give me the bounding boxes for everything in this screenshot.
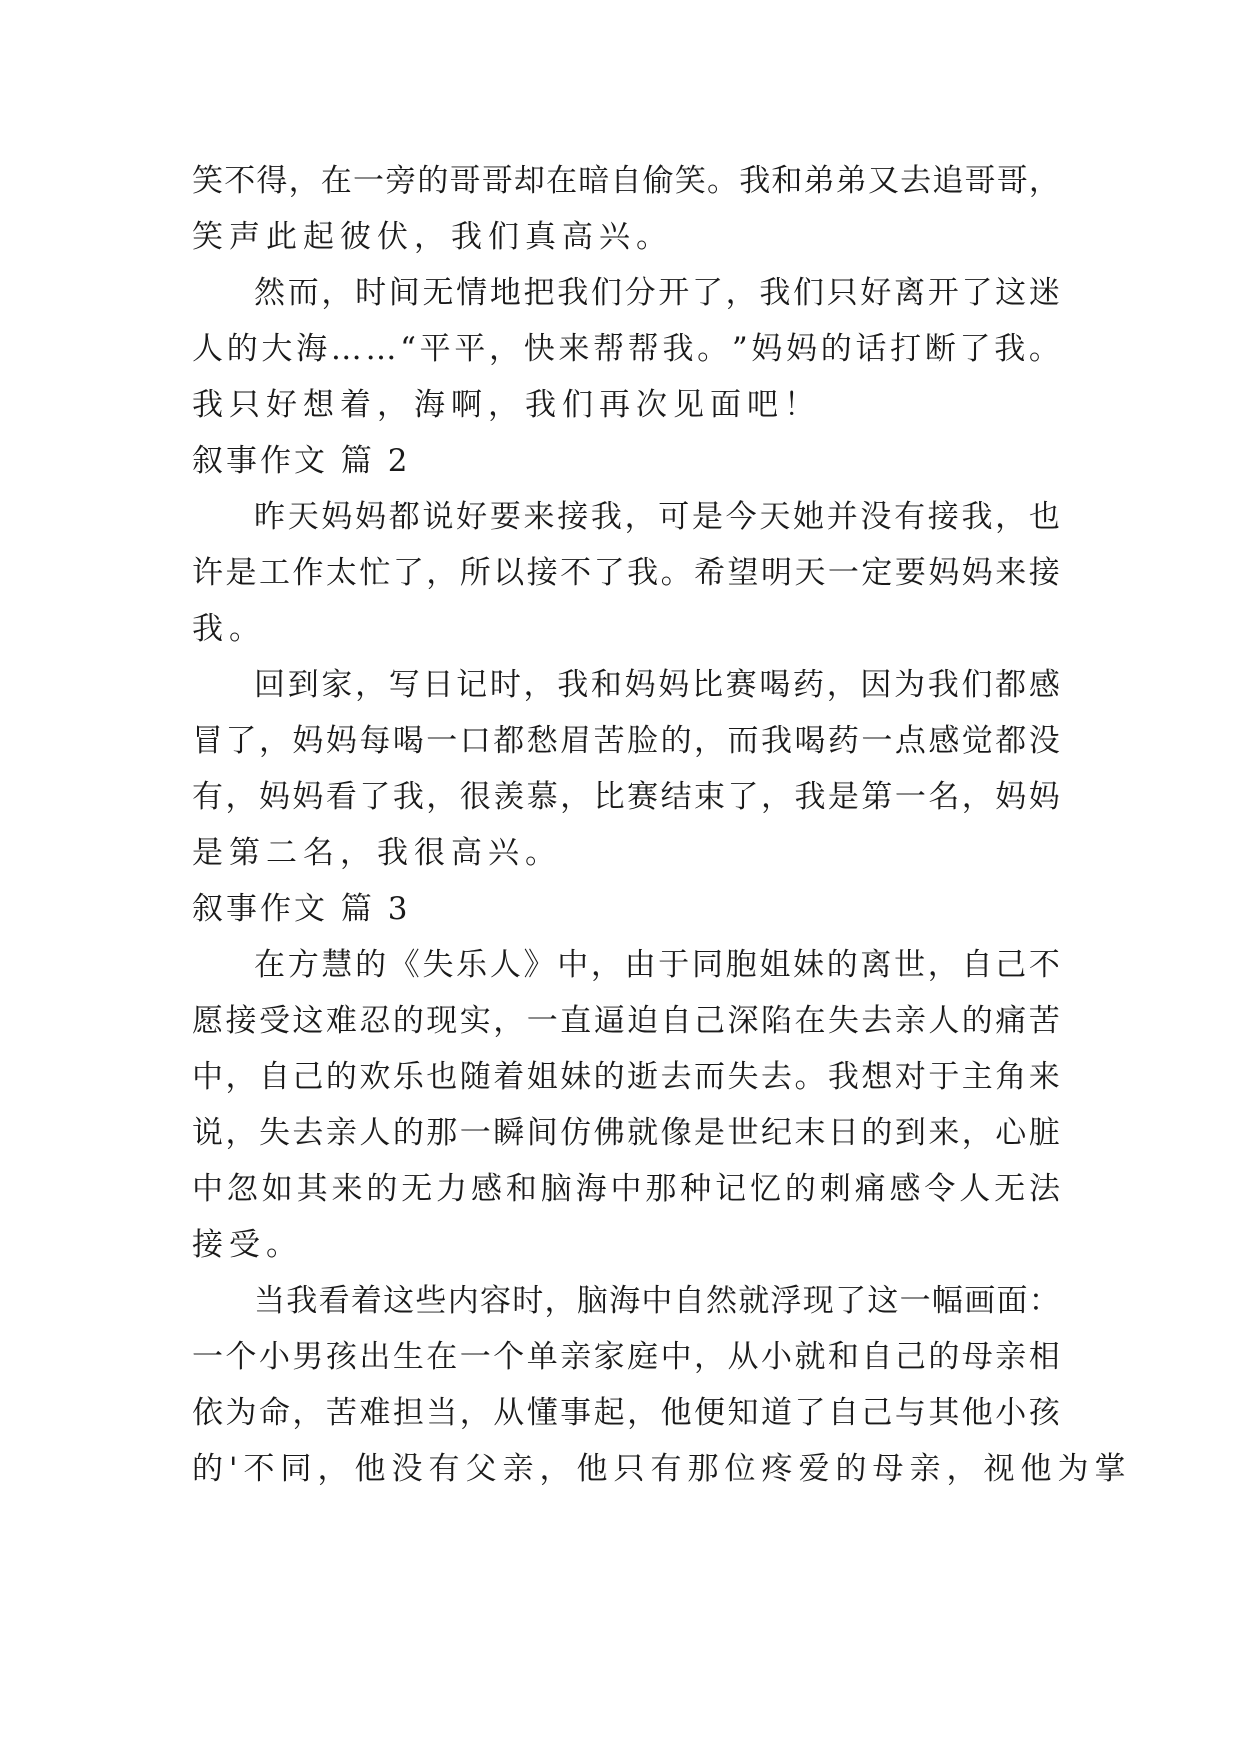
- text-line: 依 为 命 ， 苦 难 担 当 ， 从 懂 事 起 ， 他 便 知 道 了 自 己 与 其 他 小 孩: [192, 1395, 1060, 1431]
- text-line: 我。: [192, 611, 266, 647]
- paragraph: [192, 265, 1060, 433]
- text-line: 在 方 慧 的 《 失 乐 人 》 中 ， 由 于 同 胞 姐 妹 的 离 世 ， 自 己 不: [254, 947, 1060, 983]
- text-line: 当 我 看 着 这 些 内 容 时 ， 脑 海 中 自 然 就 浮 现 了 这 一 幅 画 面 ：: [254, 1283, 1060, 1319]
- paragraph: [192, 937, 1060, 1273]
- text-line: 是第二名，我很高兴。: [192, 835, 562, 871]
- text-line: 许 是 工 作 太 忙 了 ， 所 以 接 不 了 我 。 希 望 明 天 一 定 要 妈 妈 来 接: [192, 555, 1060, 591]
- text-line: 中 忽 如 其 来 的 无 力 感 和 脑 海 中 那 种 记 忆 的 刺 痛 感 令 人 无 法: [192, 1171, 1060, 1207]
- paragraph: [192, 1273, 1132, 1497]
- document-page: [192, 153, 1132, 1497]
- text-line: 愿 接 受 这 难 忍 的 现 实 ， 一 直 逼 迫 自 己 深 陷 在 失 去 亲 人 的 痛 苦: [192, 1003, 1060, 1039]
- heading-text: 叙事作文 篇 3: [192, 891, 411, 927]
- section-heading: [192, 433, 1060, 489]
- paragraph: [192, 657, 1060, 881]
- text-line: 接受。: [192, 1227, 303, 1263]
- text-line: 一 个 小 男 孩 出 生 在 一 个 单 亲 家 庭 中 ， 从 小 就 和 自 己 的 母 亲 相: [192, 1339, 1060, 1375]
- text-line: 冒 了 ， 妈 妈 每 喝 一 口 都 愁 眉 苦 脸 的 ， 而 我 喝 药 一 点 感 觉 都 没: [192, 723, 1060, 759]
- heading-text: 叙事作文 篇 2: [192, 443, 411, 479]
- paragraph: [192, 489, 1060, 657]
- text-line: 我只好想着，海啊，我们再次见面吧！: [192, 387, 821, 423]
- text-line: 回 到 家 ， 写 日 记 时 ， 我 和 妈 妈 比 赛 喝 药 ， 因 为 我 们 都 感: [254, 667, 1060, 703]
- text-line: 中 ， 自 己 的 欢 乐 也 随 着 姐 妹 的 逝 去 而 失 去 。 我 想 对 于 主 角 来: [192, 1059, 1060, 1095]
- text-line: 笑 不 得 ， 在 一 旁 的 哥 哥 却 在 暗 自 偷 笑 。 我 和 弟 弟 又 去 追 哥 哥 ，: [192, 163, 1060, 199]
- paragraph: [192, 153, 1060, 265]
- text-line: 说 ， 失 去 亲 人 的 那 一 瞬 间 仿 佛 就 像 是 世 纪 末 日 的 到 来 ， 心 脏: [192, 1115, 1060, 1151]
- text-line: 然 而 ， 时 间 无 情 地 把 我 们 分 开 了 ， 我 们 只 好 离 开 了 这 迷: [254, 275, 1060, 311]
- text-line: 昨 天 妈 妈 都 说 好 要 来 接 我 ， 可 是 今 天 她 并 没 有 接 我 ， 也: [254, 499, 1060, 535]
- text-line: 有 ， 妈 妈 看 了 我 ， 很 羡 慕 ， 比 赛 结 束 了 ， 我 是 第 一 名 ， 妈 妈: [192, 779, 1060, 815]
- text-line: 的'不同，他没有父亲，他只有那位疼爱的母亲，视他为掌: [192, 1451, 1132, 1487]
- section-heading: [192, 881, 1060, 937]
- text-line: 人 的 大 海 … … “ 平 平 ， 快 来 帮 帮 我 。 ” 妈 妈 的 话 打 断 了 我 。: [192, 331, 1060, 367]
- text-line: 笑声此起彼伏，我们真高兴。: [192, 219, 673, 255]
